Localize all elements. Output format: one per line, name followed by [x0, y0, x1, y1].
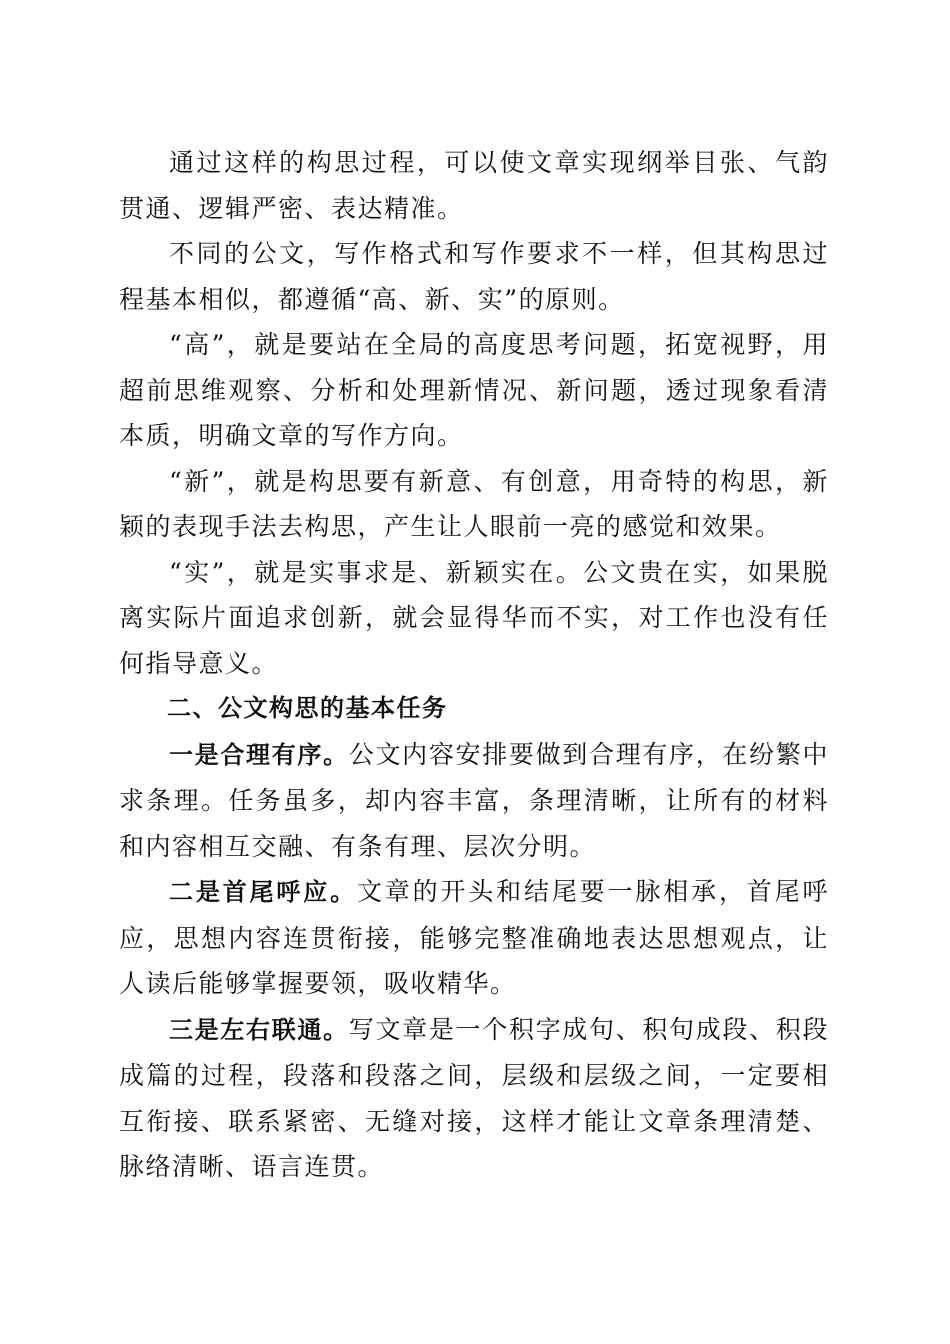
- task-text-2: 文章的开头和结尾要一脉相承，首尾呼应，思想内容连贯衔接，能够完整准确地表达思想观点，让人读后能够掌握要领，吸收精华。: [119, 877, 829, 998]
- paragraph-conception-result: 通过这样的构思过程，可以使文章实现纲举目张、气韵贯通、逻辑严密、表达精准。: [119, 148, 829, 223]
- paragraph-principle-high: “高”，就是要站在全局的高度思考问题，拓宽视野，用超前思维观察、分析和处理新情况、新问题，透过现象看清本质，明确文章的写作方向。: [119, 330, 829, 450]
- task-paragraph-1: [119, 732, 829, 870]
- task-text-1: 公文内容安排要做到合理有序，在纷繁中求条理。任务虽多，却内容丰富，条理清晰，让所有的材料和内容相互交融、有条有理、层次分明。: [119, 739, 829, 861]
- task-lead-3: 三是左右联通。: [169, 1015, 349, 1044]
- task-paragraph-2: [119, 869, 829, 1007]
- task-text-3: 写文章是一个积字成句、积句成段、积段成篇的过程，段落和段落之间，层级和层级之间，一定要相互衔接、联系紧密、无缝对接，这样才能让文章条理清楚、脉络清晰、语言连贯。: [119, 1014, 829, 1181]
- paragraph-principle-new: “新”，就是构思要有新意、有创意，用奇特的构思，新颖的表现手法去构思，产生让人眼前一亮的感觉和效果。: [119, 466, 829, 541]
- task-lead-1: 一是合理有序。: [169, 740, 349, 769]
- paragraph-conception-principle: 不同的公文，写作格式和写作要求不一样，但其构思过程基本相似，都遵循“高、新、实”的原则。: [119, 239, 829, 314]
- task-paragraph-3: [119, 1007, 829, 1190]
- document-body: [119, 140, 829, 1190]
- paragraph-principle-real: “实”，就是实事求是、新颖实在。公文贵在实，如果脱离实际片面追求创新，就会显得华而不实，对工作也没有任何指导意义。: [119, 557, 829, 678]
- section-heading: 二、公文构思的基本任务: [167, 694, 448, 722]
- task-lead-2: 二是首尾呼应。: [169, 878, 357, 906]
